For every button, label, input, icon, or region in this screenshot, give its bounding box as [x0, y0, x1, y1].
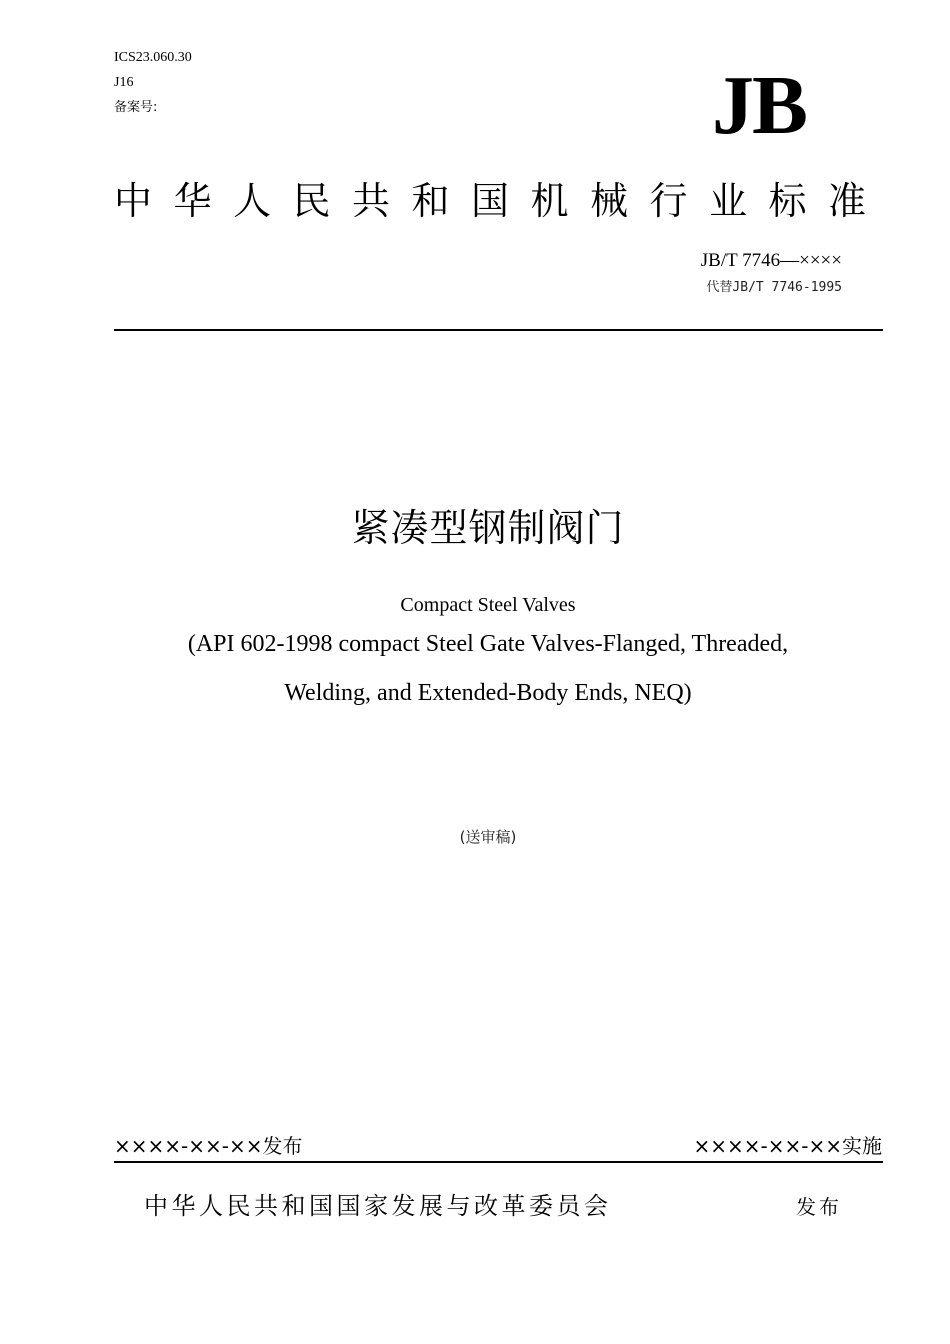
- standard-category-title: 中华人民共和国机械行业标准: [114, 179, 888, 223]
- footer-rule: [114, 1161, 883, 1163]
- implement-date: ××××-××-××实施: [693, 1134, 882, 1158]
- replaces-standard: 代替JB/T 7746-1995: [706, 280, 842, 295]
- equivalence-note-line1: (API 602-1998 compact Steel Gate Valves-Flanged, Threaded,: [187, 631, 789, 657]
- filing-number-label: 备案号:: [114, 100, 158, 115]
- ccs-code: J16: [114, 75, 134, 90]
- document-title-en: Compact Steel Valves: [400, 594, 576, 616]
- standard-code: JB/T 7746—××××: [700, 250, 842, 271]
- ics-code: ICS23.060.30: [114, 50, 192, 65]
- publish-date: ××××-××-××发布: [114, 1134, 303, 1158]
- document-title-cn: 紧凑型钢制阀门: [351, 506, 625, 550]
- issuing-authority: 中华人民共和国国家发展与改革委员会: [144, 1192, 612, 1220]
- header-rule: [114, 329, 883, 331]
- issue-label: 发布: [796, 1195, 842, 1219]
- jb-logo: JB: [712, 59, 807, 152]
- equivalence-note-line2: Welding, and Extended-Body Ends, NEQ): [284, 680, 692, 706]
- draft-status: (送审稿): [459, 828, 517, 846]
